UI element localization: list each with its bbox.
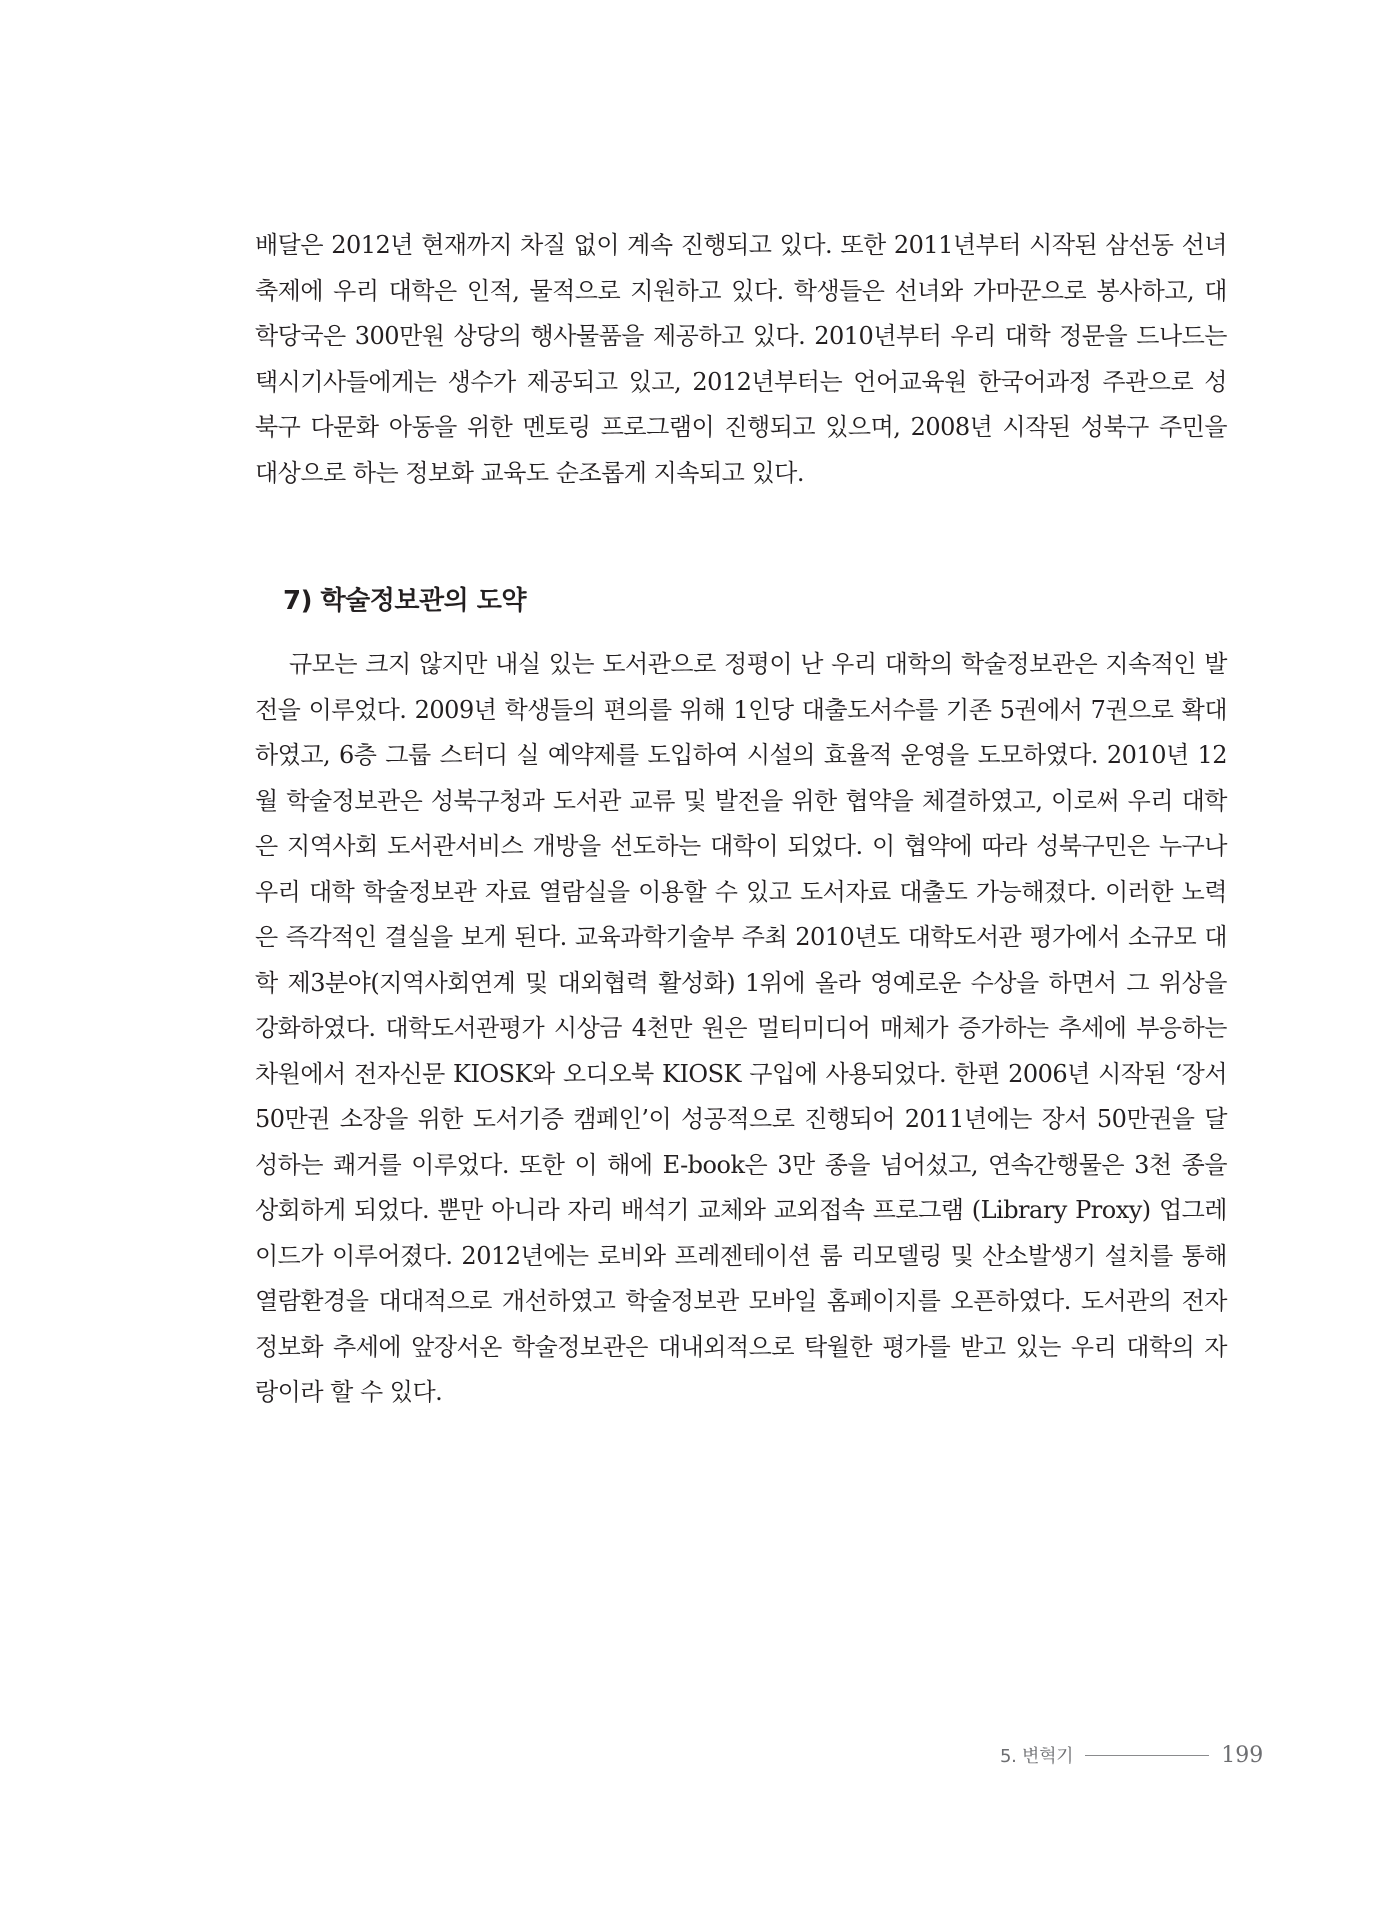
paragraph-line: 정보화 추세에 앞장서온 학술정보관은 대내외적으로 탁월한 평가를 받고 있는 우리 대학의 자: [255, 1332, 1227, 1361]
paragraph-line: 우리 대학 학술정보관 자료 열람실을 이용할 수 있고 도서자료 대출도 가능해졌다. 이러한 노력: [255, 877, 1227, 906]
paragraph-line: 택시기사들에게는 생수가 제공되고 있고, 2012년부터는 언어교육원 한국어과정 주관으로 성: [255, 367, 1227, 396]
paragraph-line: 성하는 쾌거를 이루었다. 또한 이 해에 E-book은 3만 종을 넘어섰고, 연속간행물은 3천 종을: [255, 1150, 1227, 1179]
footer-section-label: 5. 변혁기: [1000, 1746, 1074, 1767]
paragraph-line: 강화하였다. 대학도서관평가 시상금 4천만 원은 멀티미디어 매체가 증가하는 추세에 부응하는: [255, 1014, 1227, 1042]
paragraph-line: 하였고, 6층 그룹 스터디 실 예약제를 도입하여 시설의 효율적 운영을 도모하였다. 2010년 12: [255, 741, 1227, 769]
paragraph-line: 축제에 우리 대학은 인적, 물적으로 지원하고 있다. 학생들은 선녀와 가마꾼으로 봉사하고, 대: [255, 276, 1227, 305]
paragraph-line: 북구 다문화 아동을 위한 멘토링 프로그램이 진행되고 있으며, 2008년 시작된 성북구 주민을: [255, 413, 1228, 441]
section-heading: 7) 학술정보관의 도약: [283, 586, 527, 616]
paragraph-line: 50만권 소장을 위한 도서기증 캠페인’이 성공적으로 진행되어 2011년에는 장서 50만권을 달: [255, 1105, 1227, 1133]
paragraph-line: 열람환경을 대대적으로 개선하였고 학술정보관 모바일 홈페이지를 오픈하였다. 도서관의 전자: [255, 1287, 1227, 1315]
paragraph-line: 전을 이루었다. 2009년 학생들의 편의를 위해 1인당 대출도서수를 기존 5권에서 7권으로 확대: [255, 695, 1227, 724]
paragraph-line: 학당국은 300만원 상당의 행사물품을 제공하고 있다. 2010년부터 우리 대학 정문을 드나드는: [255, 322, 1227, 350]
footer-divider: [1085, 1755, 1209, 1756]
paragraph-line: 차원에서 전자신문 KIOSK와 오디오북 KIOSK 구입에 사용되었다. 한편 2006년 시작된 ‘장서: [255, 1059, 1227, 1088]
paragraph-line: 이드가 이루어졌다. 2012년에는 로비와 프레젠테이션 룸 리모델링 및 산소발생기 설치를 통해: [255, 1241, 1227, 1270]
paragraph-line: 학 제3분야(지역사회연계 및 대외협력 활성화) 1위에 올라 영예로운 수상을 하면서 그 위상을: [255, 968, 1227, 997]
page-footer: [1000, 1740, 1290, 1770]
body-paragraph: [255, 642, 1227, 1416]
paragraph-line: 대상으로 하는 정보화 교육도 순조롭게 지속되고 있다.: [255, 458, 804, 487]
paragraph-line: 상회하게 되었다. 뿐만 아니라 자리 배석기 교체와 교외접속 프로그램 (Library Proxy) 업그레: [255, 1196, 1227, 1224]
page-number: 199: [1221, 1742, 1264, 1768]
paragraph-line: 월 학술정보관은 성북구청과 도서관 교류 및 발전을 위한 협약을 체결하였고, 이로써 우리 대학: [255, 786, 1227, 815]
paragraph-line: 은 지역사회 도서관서비스 개방을 선도하는 대학이 되었다. 이 협약에 따라 성북구민은 누구나: [255, 832, 1227, 860]
intro-paragraph: [255, 223, 1227, 496]
paragraph-line: 배달은 2012년 현재까지 차질 없이 계속 진행되고 있다. 또한 2011년부터 시작된 삼선동 선녀: [255, 231, 1227, 259]
paragraph-line: 은 즉각적인 결실을 보게 된다. 교육과학기술부 주최 2010년도 대학도서관 평가에서 소규모 대: [255, 923, 1227, 951]
paragraph-line: 랑이라 할 수 있다.: [255, 1378, 443, 1406]
paragraph-line: 규모는 크지 않지만 내실 있는 도서관으로 정평이 난 우리 대학의 학술정보관은 지속적인 발: [289, 650, 1227, 678]
